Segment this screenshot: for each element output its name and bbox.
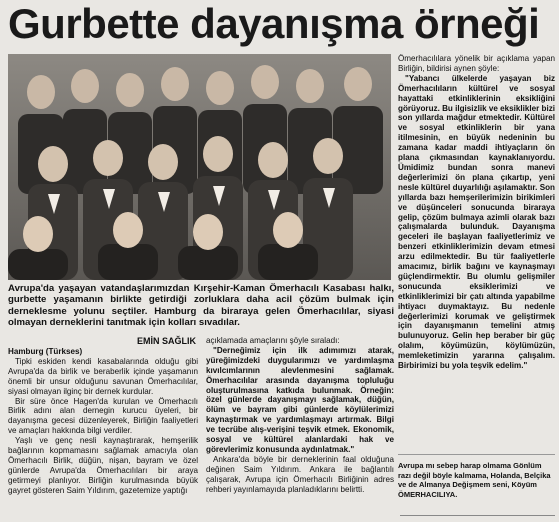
group-photo-image — [8, 54, 391, 280]
dateline: Hamburg (Türkses) — [8, 347, 83, 356]
paragraph: Tipki eskiden kendi kasabalarında olduğu gibi Avrupa'da da birlik ve beraberlik içinde yaşamanın önemli bir unsur olduğunu savunan Ömerhacılılar, siyasi olmayan ilginç bir dernek kurdular. — [8, 356, 198, 396]
article-column-3 — [398, 54, 555, 371]
photo-caption: Avrupa'da yaşayan vatandaşlarımızdan Kırşehir-Kaman Ömerhacılı Kasabası halkı, gurbette yaşamanın birlikte getirdiği zorluklara daha acil çözüm bulmak için derneklesme yolunu seçtiler. Hamburg da biraraya gelen Ömerhacılılar, siyasi olmayan derneklerini tanıtmak için kolları sıvadılar. — [8, 283, 394, 328]
paragraph: Ankara'da böyle bir derneklerinin faal olduğuna değinen Saim Yıldırım. Ankara ile bağlantılı çalışarak, Avrupa için Ömerhacılı Birliğinin adres rehberi yayınlamayıda planladıklarını belirtti. — [206, 454, 394, 494]
quote-paragraph: "Yabancı ülkelerde yaşayan biz Ömerhacılıların kültürel ve sosyal hayattaki etkinliklerinin eksikliğini görüyoruz. Bu ilgisizlik ve eksiklikler bizi son yıllarda mağdur etmektedir. Kültürel ve sosyal etkinliklerin bir yana itilmesinin, en büyük nedeninin bu zamana kadar maddi ihtiyaçların ön plana çıkmasından kaynaklanıyordu. Ümidimiz bundan sonra manevi değerlerimizi ön plana çıkartıp, yeni nesle kültürel duyarlılığı aşılamaktır. Son yıllarda bazı hemşerilerimizin birikimleri ve düşünceleri sonucunda biraraya gelip, çözüm bulmaya azimli olarak bazı çalışmalarda bulunduk. Dayanışma geceleri ile başlayan faaliyetlerimiz ve benzeri etkinliklerimizin devam etmesi arzu edilmektedir. Bu tür faaliyetlerle amacımız, birlik bağını ve kaynaşmayı güçlendirmektir. Bu olumlu gelişmiler sonucunda eksiklerimizi ve etkinliklerimizi bir çatı altında yapabilme ihtiyacı duymaktayız. Bu nedenle değerlerimizi korumak ve geliştirmek için dayanışmanın temelini atmış bulunuyoruz. Gelin hep beraber bir güç olalım, köyümüzün, köylümüzün, memleketimizin yararına çalışalım. Birbirimizi bu yola teşvik edelim." — [398, 73, 555, 371]
headline: Gurbette dayanışma örneği — [8, 0, 540, 47]
paragraph: Yaşlı ve genç nesli kaynaştırarak, hemşerilik bağlarının kopmamasını sağlamak amacıyla olan Ömerhacılı Birlik, düğün, nişan, bayram ve özel günlerde Avrupa'da Ömerhacılıları bir araya getirmeyi planlıyor. Birliğin kurulmasında büyük gayret gösteren Saim Yıldırım, gazetemize yaptığı — [8, 436, 198, 495]
poem-box: Avrupa mı sebep harap olmama Gönlüm razı değil böyle kalmama, Holanda, Belçika ve de Almanya Değişmem seni, Köyüm ÖMERHACILIYA. — [398, 454, 555, 499]
divider — [400, 515, 555, 516]
paragraph: Bir süre önce Hagen'da kurulan ve Ömerhacılı Birlik adını alan dernegin kurucu üyeleri, bir dayanışma gecesi düzenleyerek, Birliğin faaliyetleri ve amaçları hakkında bilgi verdiler. — [8, 396, 198, 436]
paragraph: Ömerhacılılara yönelik bir açıklama yapan Birliğin, bildirisi aynen şöyle: — [398, 54, 555, 73]
group-photo — [8, 54, 391, 280]
quote-paragraph: "Derneğimiz için ilk adımımızı atarak, yüreğimizdeki duygularımızı ve yardımlaşma kıvılcımlarının alevlenmesini sağlamak. Ömerhacılılar arasında dayanışma topluluğu oluşturulmasına katkıda bulunmak. Örneğin: özel günlerde dayanışmayı sağlamak, düğün, ölüm ve bayram gibi günlerde köylülerimizi kaynaştırmak ve yardımlaşmayı artırmak. Bilgi ve tecrübe alış-verişini teşvik etmek. Ekonomik, sosyal ve kültürel alanlardaki hak ve görevlerimiz konusunda aydınlatmak." — [206, 345, 394, 454]
byline: EMİN SAĞLIK — [136, 336, 196, 346]
article-column-2 — [206, 336, 394, 495]
paragraph: açıklamada amaçlarını şöyle sıraladı: — [206, 336, 340, 345]
article-column-1 — [8, 347, 198, 496]
